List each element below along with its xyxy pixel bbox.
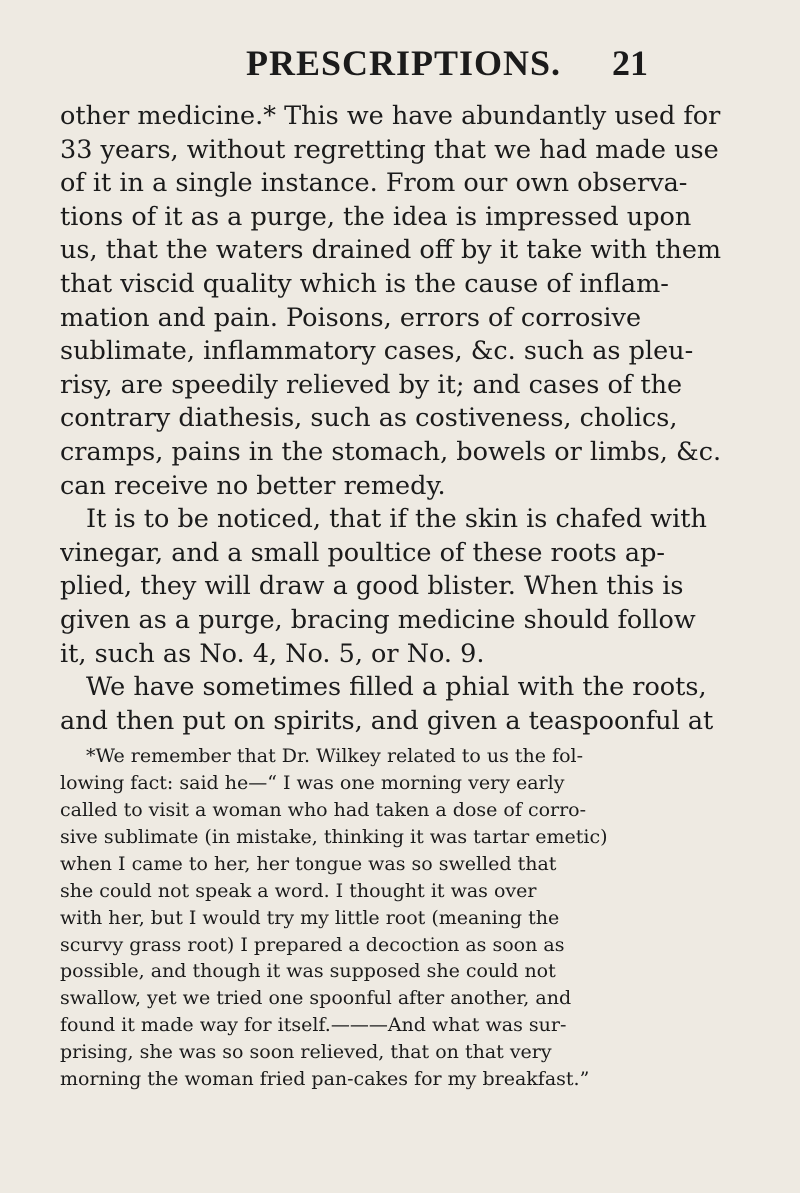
- footnote-line: she could not speak a word. I thought it was over: [60, 879, 537, 902]
- text-line: other medicine.* This we have abundantly used for: [60, 101, 721, 131]
- footnote: [60, 743, 760, 1093]
- text-line: and then put on spirits, and given a teaspoonful at: [60, 705, 714, 736]
- footnote-line: lowing fact: said he—“ I was one morning very early: [60, 772, 565, 795]
- text-line: sublimate, inflammatory cases, &c. such as pleu-: [60, 336, 694, 367]
- text-line: of it in a single instance. From our own observa-: [60, 168, 688, 199]
- footnote-line: swallow, yet we tried one spoonful after another, and: [60, 987, 572, 1010]
- text-line: can receive no better remedy.: [60, 470, 446, 501]
- text-line: that viscid quality which is the cause of inflam-: [60, 268, 669, 299]
- text-line: us, that the waters drained off by it take with them: [60, 235, 722, 266]
- footnote-line: scurvy grass root) I prepared a decoction as soon as: [60, 933, 565, 956]
- paragraph-start-line: We have sometimes filled a phial with the roots,: [86, 672, 707, 703]
- text-line: risy, are speedily relieved by it; and cases of the: [60, 369, 683, 400]
- footnote-line: called to visit a woman who had taken a dose of corro-: [60, 799, 587, 822]
- footnote-line: when I came to her, her tongue was so swelled that: [60, 852, 557, 875]
- page-header: [60, 40, 760, 90]
- text-line: tions of it as a purge, the idea is impressed upon: [60, 201, 692, 232]
- text-line: contrary diathesis, such as costiveness, cholics,: [60, 403, 678, 434]
- text-line: vinegar, and a small poultice of these roots ap-: [60, 537, 666, 568]
- text-line: given as a purge, bracing medicine should follow: [60, 604, 696, 635]
- body-text: [60, 100, 760, 1093]
- text-line: 33 years, without regretting that we had made use: [60, 134, 719, 165]
- footnote-line: sive sublimate (in mistake, thinking it was tartar emetic): [60, 825, 608, 848]
- paragraph-start-line: It is to be noticed, that if the skin is chafed with: [86, 504, 707, 535]
- running-head: PRESCRIPTIONS.: [246, 43, 562, 83]
- footnote-line: morning the woman fried pan-cakes for my breakfast.”: [60, 1067, 590, 1090]
- footnote-line: *We remember that Dr. Wilkey related to us the fol-: [86, 745, 584, 768]
- page-number: 21: [612, 43, 648, 83]
- footnote-line: prising, she was so soon relieved, that on that very: [60, 1041, 552, 1064]
- text-line: plied, they will draw a good blister. When this is: [60, 571, 684, 602]
- footnote-line: found it made way for itself.———And what was sur-: [60, 1014, 567, 1037]
- main-text: [60, 100, 760, 738]
- text-line: it, such as No. 4, No. 5, or No. 9.: [60, 638, 485, 669]
- text-line: cramps, pains in the stomach, bowels or limbs, &c.: [60, 436, 722, 467]
- footnote-line: possible, and though it was supposed she could not: [60, 960, 556, 983]
- footnote-line: with her, but I would try my little root (meaning the: [60, 906, 560, 929]
- text-line: mation and pain. Poisons, errors of corrosive: [60, 302, 642, 333]
